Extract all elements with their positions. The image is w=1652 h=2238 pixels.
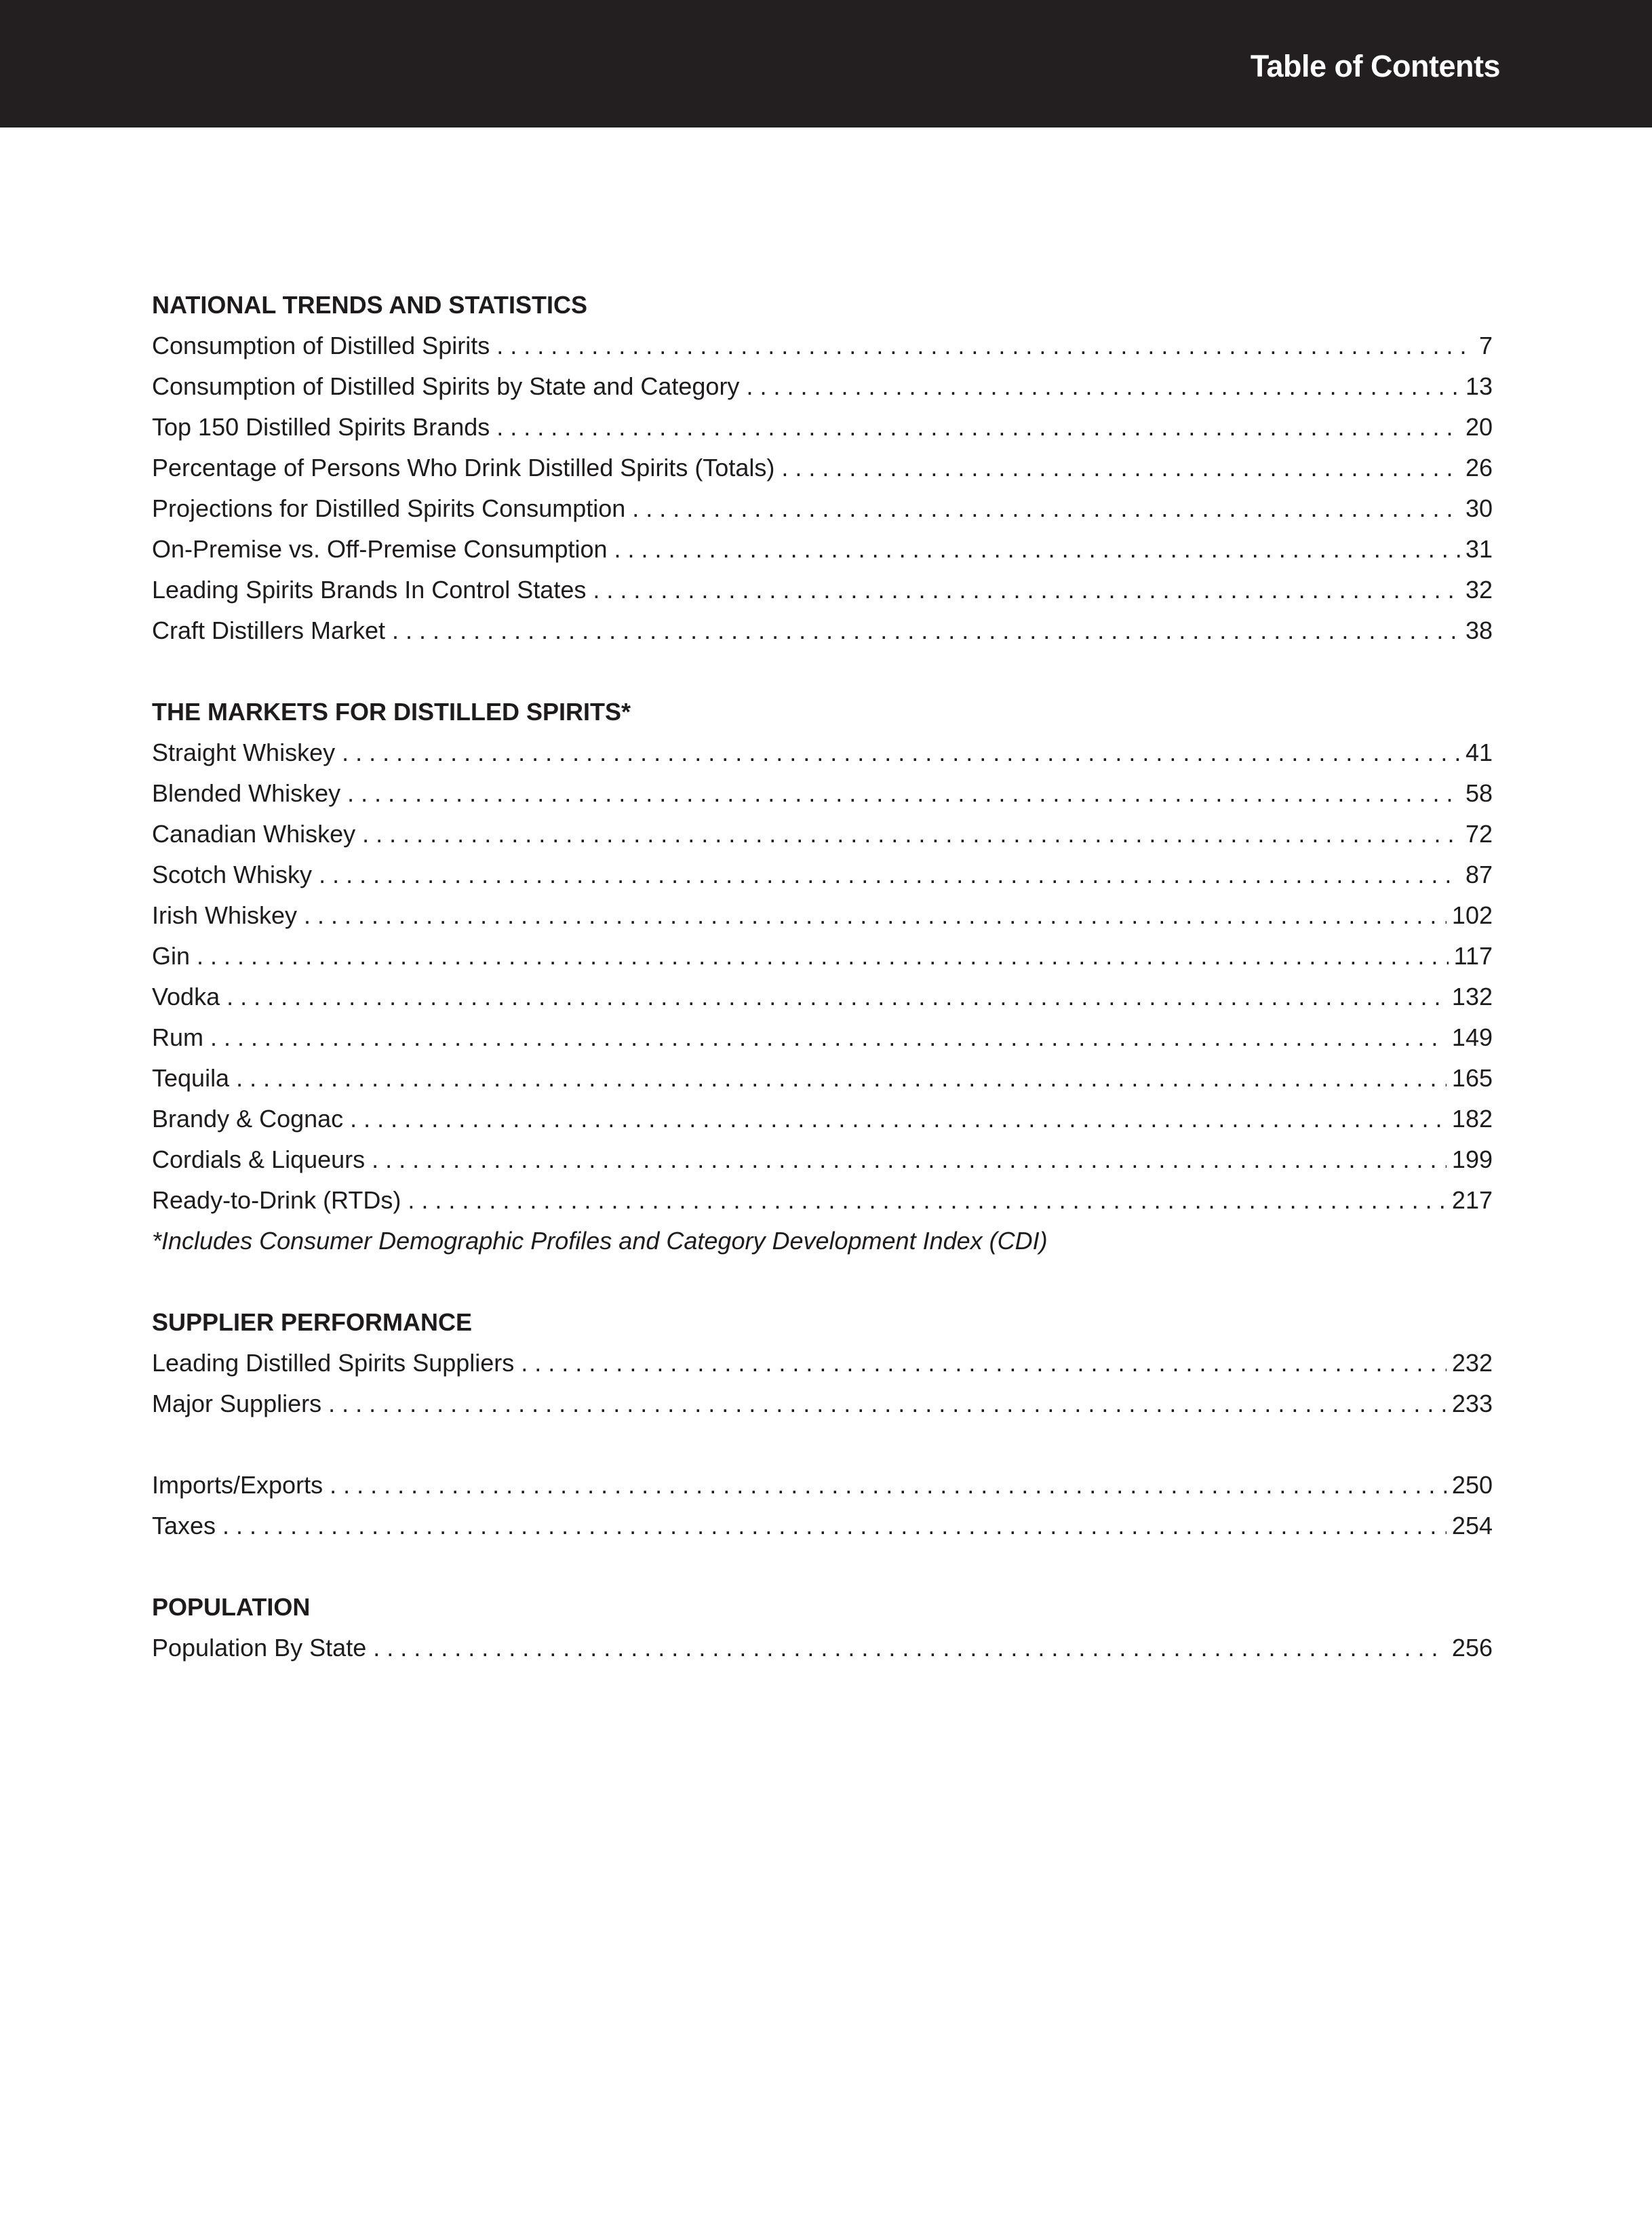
entry-title: Tequila <box>152 1064 230 1092</box>
toc-entry[interactable] <box>152 732 1493 773</box>
dot-leader <box>746 366 1460 407</box>
entry-page-number: 117 <box>1453 942 1493 970</box>
section-heading: NATIONAL TRENDS AND STATISTICS <box>152 291 587 319</box>
entry-title: Consumption of Distilled Spirits <box>152 332 490 359</box>
dot-leader <box>328 1383 1447 1424</box>
entry-title: Population By State <box>152 1634 367 1662</box>
toc-section-national-trends <box>152 285 1493 651</box>
entry-page-number: 30 <box>1465 494 1493 522</box>
entry-page-number: 38 <box>1465 616 1493 644</box>
toc-entry[interactable] <box>152 529 1493 570</box>
section-heading: POPULATION <box>152 1593 311 1621</box>
toc-entry[interactable] <box>152 773 1493 814</box>
entry-title: On-Premise vs. Off-Premise Consumption <box>152 535 608 563</box>
entry-page-number: 254 <box>1451 1512 1493 1539</box>
entry-page-number: 72 <box>1465 820 1493 848</box>
toc-entry[interactable] <box>152 407 1493 448</box>
entry-title: Projections for Distilled Spirits Consumption <box>152 494 626 522</box>
dot-leader <box>236 1058 1447 1099</box>
dot-leader <box>632 488 1460 529</box>
dot-leader <box>392 610 1460 651</box>
entry-title: Rum <box>152 1023 204 1051</box>
toc-entry[interactable] <box>152 488 1493 529</box>
toc-entry[interactable] <box>152 570 1493 610</box>
toc-section-population <box>152 1587 1493 1668</box>
dot-leader <box>496 326 1474 366</box>
entry-page-number: 199 <box>1451 1145 1493 1173</box>
entry-title: Leading Spirits Brands In Control States <box>152 576 587 604</box>
toc-entry[interactable] <box>152 895 1493 936</box>
entry-title: Leading Distilled Spirits Suppliers <box>152 1349 515 1377</box>
toc-entry[interactable] <box>152 1139 1493 1180</box>
toc-entry[interactable] <box>152 814 1493 855</box>
toc-section-imports-taxes <box>152 1465 1493 1546</box>
entry-page-number: 41 <box>1465 739 1493 766</box>
dot-leader <box>319 855 1460 895</box>
entry-title: Top 150 Distilled Spirits Brands <box>152 413 490 441</box>
entry-title: Vodka <box>152 983 220 1010</box>
entry-page-number: 250 <box>1451 1471 1493 1499</box>
dot-leader <box>342 732 1460 773</box>
toc-entry[interactable] <box>152 936 1493 977</box>
entry-title: Irish Whiskey <box>152 901 298 929</box>
entry-title: Cordials & Liqueurs <box>152 1145 366 1173</box>
toc-entry[interactable] <box>152 610 1493 651</box>
toc-entry[interactable] <box>152 1465 1493 1506</box>
dot-leader <box>222 1506 1447 1546</box>
entry-page-number: 149 <box>1451 1023 1493 1051</box>
dot-leader <box>408 1180 1447 1221</box>
entry-title: Scotch Whisky <box>152 861 313 888</box>
section-heading: SUPPLIER PERFORMANCE <box>152 1308 473 1336</box>
dot-leader <box>781 448 1460 488</box>
entry-title: Consumption of Distilled Spirits by State and Category <box>152 372 740 400</box>
page-title: Table of Contents <box>1250 49 1500 83</box>
toc-entry[interactable] <box>152 855 1493 895</box>
dot-leader <box>496 407 1460 448</box>
toc-entry[interactable] <box>152 326 1493 366</box>
entry-page-number: 165 <box>1451 1064 1493 1092</box>
toc-entry[interactable] <box>152 1099 1493 1139</box>
dot-leader <box>347 773 1460 814</box>
dot-leader <box>362 814 1460 855</box>
toc-entry[interactable] <box>152 1180 1493 1221</box>
dot-leader <box>330 1465 1447 1506</box>
entry-title: Straight Whiskey <box>152 739 336 766</box>
entry-title: Brandy & Cognac <box>152 1105 344 1133</box>
entry-title: Major Suppliers <box>152 1390 322 1417</box>
entry-page-number: 58 <box>1465 779 1493 807</box>
entry-page-number: 26 <box>1465 454 1493 482</box>
entry-page-number: 13 <box>1465 372 1493 400</box>
toc-section-supplier-performance <box>152 1302 1493 1424</box>
table-of-contents <box>152 285 1493 1709</box>
entry-title: Percentage of Persons Who Drink Distilled Spirits (Totals) <box>152 454 775 482</box>
dot-leader <box>304 895 1447 936</box>
dot-leader <box>593 570 1460 610</box>
toc-entry[interactable] <box>152 1628 1493 1668</box>
dot-leader <box>373 1628 1447 1668</box>
toc-entry[interactable] <box>152 448 1493 488</box>
entry-title: Taxes <box>152 1512 216 1539</box>
toc-section-markets <box>152 692 1493 1261</box>
entry-page-number: 217 <box>1451 1186 1493 1214</box>
entry-title: Craft Distillers Market <box>152 616 386 644</box>
toc-entry[interactable] <box>152 366 1493 407</box>
section-heading: THE MARKETS FOR DISTILLED SPIRITS* <box>152 698 631 726</box>
entry-page-number: 256 <box>1451 1634 1493 1662</box>
entry-page-number: 87 <box>1465 861 1493 888</box>
dot-leader <box>350 1099 1447 1139</box>
toc-entry[interactable] <box>152 1058 1493 1099</box>
entry-page-number: 102 <box>1451 901 1493 929</box>
entry-page-number: 7 <box>1478 332 1493 359</box>
entry-title: Gin <box>152 942 191 970</box>
entry-page-number: 232 <box>1451 1349 1493 1377</box>
entry-title: Canadian Whiskey <box>152 820 356 848</box>
entry-page-number: 182 <box>1451 1105 1493 1133</box>
toc-entry[interactable] <box>152 1343 1493 1383</box>
dot-leader <box>521 1343 1447 1383</box>
dot-leader <box>614 529 1460 570</box>
toc-entry[interactable] <box>152 1017 1493 1058</box>
entry-page-number: 32 <box>1465 576 1493 604</box>
dot-leader <box>210 1017 1447 1058</box>
entry-page-number: 31 <box>1465 535 1493 563</box>
header-bar <box>0 0 1652 127</box>
section-footnote: *Includes Consumer Demographic Profiles and Category Development Index (CDI) <box>152 1227 1048 1255</box>
entry-page-number: 233 <box>1451 1390 1493 1417</box>
entry-page-number: 132 <box>1451 983 1493 1010</box>
dot-leader <box>197 936 1449 977</box>
toc-entry[interactable] <box>152 977 1493 1017</box>
entry-title: Imports/Exports <box>152 1471 323 1499</box>
dot-leader <box>372 1139 1447 1180</box>
entry-title: Ready-to-Drink (RTDs) <box>152 1186 401 1214</box>
entry-page-number: 20 <box>1465 413 1493 441</box>
entry-title: Blended Whiskey <box>152 779 341 807</box>
toc-entry[interactable] <box>152 1506 1493 1546</box>
dot-leader <box>227 977 1447 1017</box>
toc-entry[interactable] <box>152 1383 1493 1424</box>
